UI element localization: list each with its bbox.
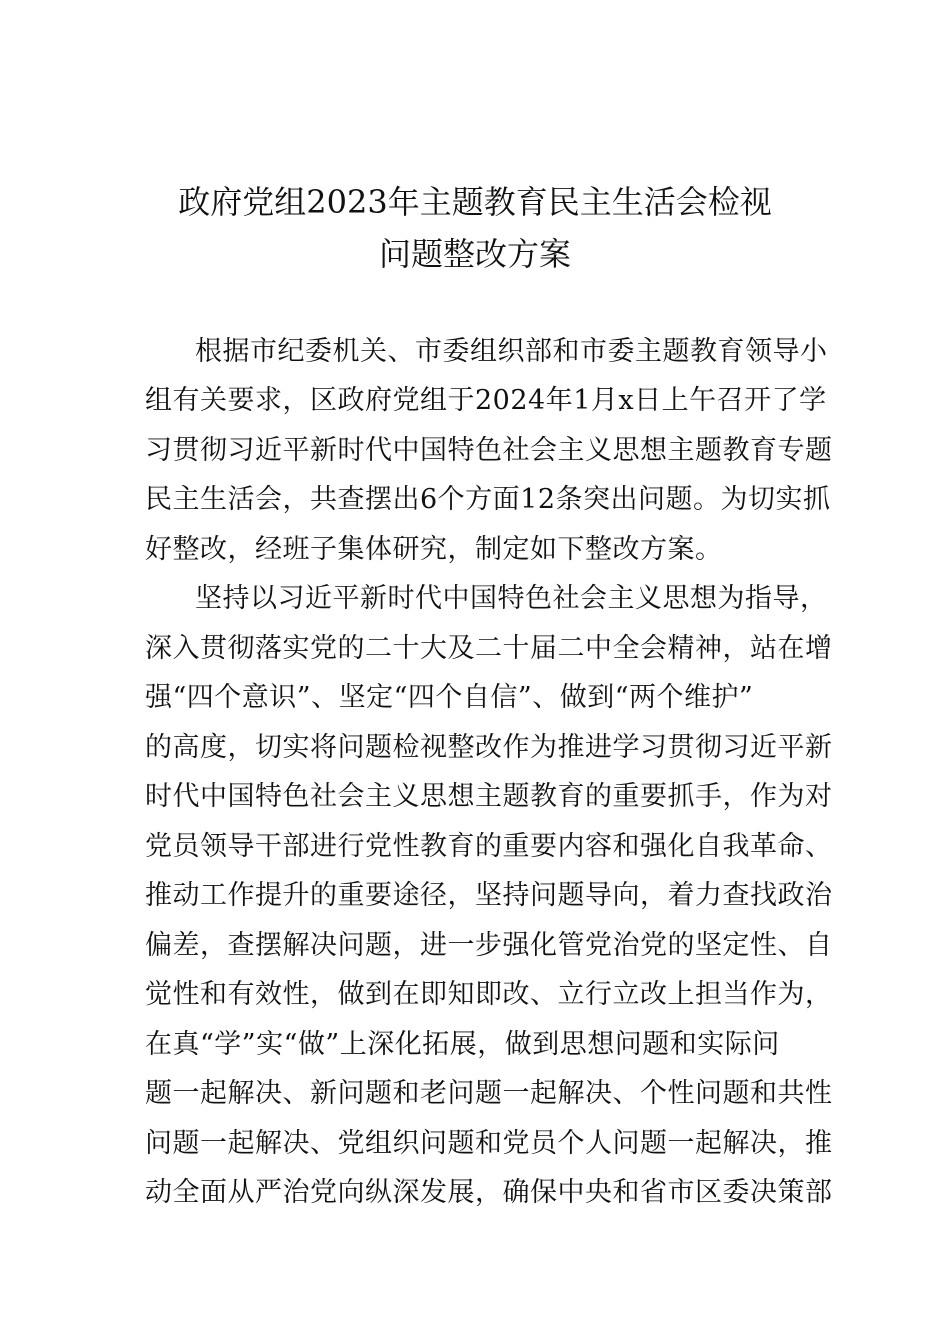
- paragraph-line: 推动工作提升的重要途径，坚持问题导向，着力查找政治: [145, 880, 833, 911]
- paragraph-line: 民主生活会，共查摆出6个方面12条突出问题。为切实抓: [145, 484, 831, 515]
- paragraph-line: 偏差，查摆解决问题，进一步强化管党治党的坚定性、自: [145, 930, 833, 961]
- paragraph-line: 根据市纪委机关、市委组织部和市委主题教育领导小: [195, 336, 828, 367]
- paragraph-line: 好整改，经班子集体研究，制定如下整改方案。: [145, 534, 723, 565]
- paragraph-line: 觉性和有效性，做到在即知即改、立行立改上担当作为，: [145, 979, 833, 1010]
- paragraph-line: 坚持以习近平新时代中国特色社会主义思想为指导，: [195, 583, 828, 614]
- paragraph-line: 时代中国特色社会主义思想主题教育的重要抓手，作为对: [145, 781, 833, 812]
- paragraph-line: 问题一起解决、党组织问题和党员个人问题一起解决，推: [145, 1128, 833, 1159]
- paragraph-line: 组有关要求，区政府党组于2024年1月x日上午召开了学: [145, 385, 827, 416]
- paragraph-line: 题一起解决、新问题和老问题一起解决、个性问题和共性: [145, 1078, 833, 1109]
- paragraph-line: 党员领导干部进行党性教育的重要内容和强化自我革命、: [145, 831, 833, 862]
- paragraph-line: 习贯彻习近平新时代中国特色社会主义思想主题教育专题: [145, 435, 833, 466]
- document-title-line-2: 问题整改方案: [378, 235, 571, 273]
- paragraph-line: 强“四个意识”、坚定“四个自信”、做到“两个维护”: [145, 682, 754, 713]
- paragraph-line: 在真“学”实“做”上深化拓展，做到思想问题和实际问: [145, 1029, 780, 1060]
- paragraph-line: 动全面从严治党向纵深发展，确保中央和省市区委决策部: [145, 1177, 833, 1208]
- document-title-line-1: 政府党组2023年主题教育民主生活会检视: [178, 183, 772, 221]
- paragraph-line: 的高度，切实将问题检视整改作为推进学习贯彻习近平新: [145, 732, 833, 763]
- paragraph-line: 深入贯彻落实党的二十大及二十届二中全会精神，站在增: [145, 633, 833, 664]
